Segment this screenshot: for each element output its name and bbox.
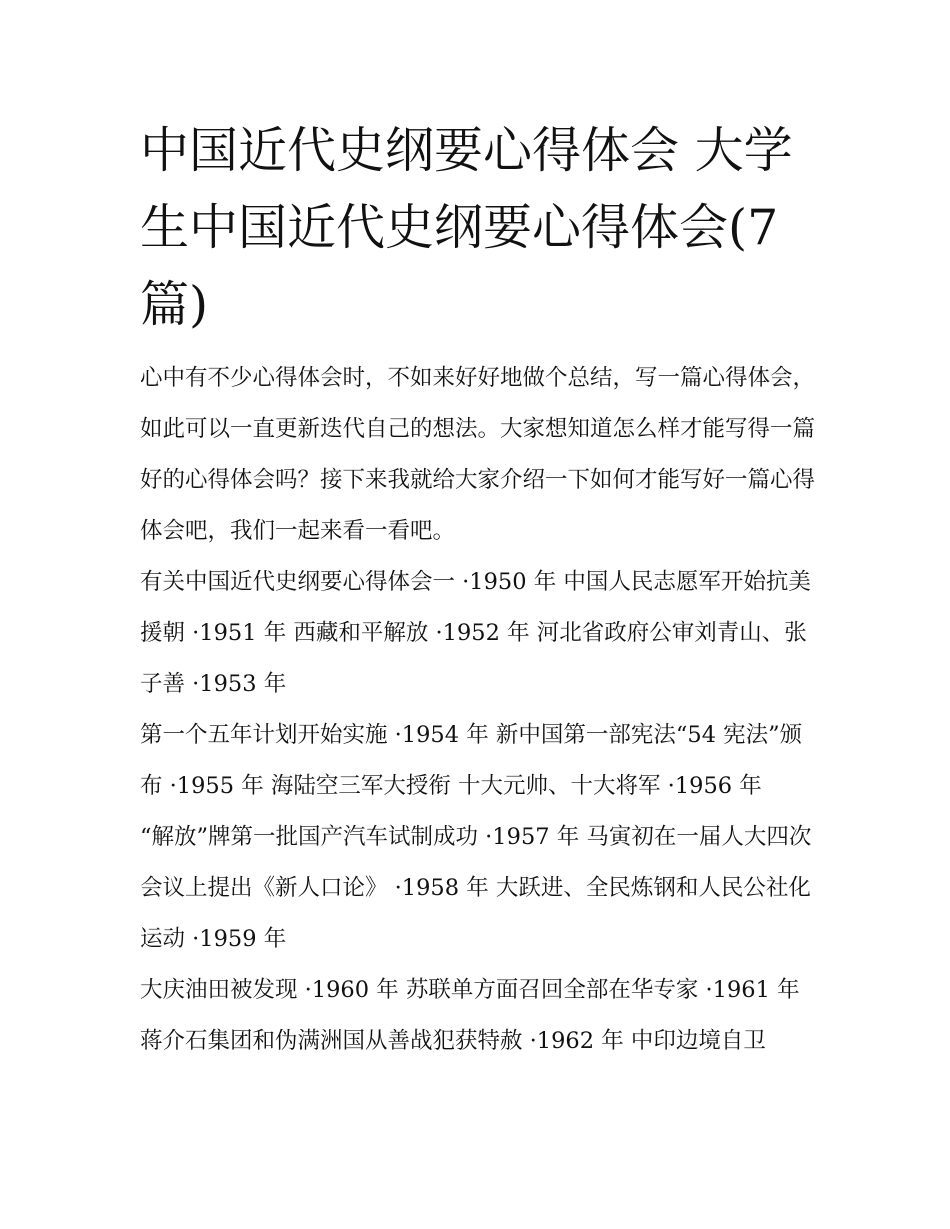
paragraph-1959-1962: 大庆油田被发现 ·1960 年 苏联单方面召回全部在华专家 ·1961 年 蒋介石集团和伪满洲国从善战犯获特赦 ·1962 年 中印边境自卫 bbox=[140, 977, 800, 1054]
document-title: 中国近代史纲要心得体会 大学生中国近代史纲要心得体会(7篇) bbox=[140, 122, 793, 333]
paragraph-intro: 心中有不少心得体会时，不如来好好地做个总结，写一篇心得体会，如此可以一直更新迭代自己的想法。大家想知道怎么样才能写得一篇好的心得体会吗？接下来我就给大家介绍一下如何才能写好一篇心得体会吧，我们一起来看一看吧。 bbox=[140, 365, 816, 544]
document-page bbox=[140, 112, 820, 1067]
paragraph-1956-1959: “解放”牌第一批国产汽车试制成功 ·1957 年 马寅初在一届人大四次会议上提出《新人口论》 ·1958 年 大跃进、全民炼钢和人民公社化运动 ·1959 年 bbox=[140, 824, 812, 952]
paragraph-1953-1956: 第一个五年计划开始实施 ·1954 年 新中国第一部宪法“54 宪法”颁布 ·1955 年 海陆空三军大授衔 十大元帅、十大将军 ·1956 年 bbox=[140, 722, 803, 799]
paragraph-1950-1953: 有关中国近代史纲要心得体会一 ·1950 年 中国人民志愿军开始抗美援朝 ·1951 年 西藏和平解放 ·1952 年 河北省政府公审刘青山、张子善 ·1953 年 bbox=[140, 569, 811, 697]
